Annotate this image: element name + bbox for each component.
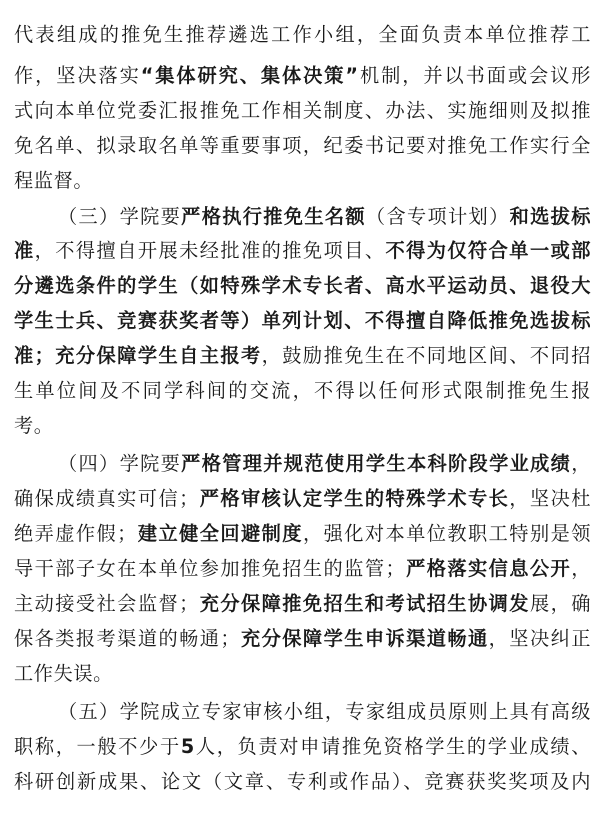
paragraph-3-line-7: 工作失误。 (14, 662, 113, 685)
bold-run: 充分保障学生申诉渠道畅通 (240, 627, 489, 650)
bold-run: 建立健全回避制度 (136, 522, 303, 545)
bold-run: 单列计划、不得擅自降低推免选拔标 (261, 309, 591, 332)
text-run: 保各类报考渠道的畅通； (14, 627, 241, 650)
text-run: 机制，并以书面或会议形 (358, 64, 591, 87)
paragraph-2-line-1 (58, 202, 591, 232)
bold-run: 5 (180, 735, 195, 758)
paragraph-3-line-4 (14, 554, 591, 584)
text-run: （四）学院要 (58, 452, 182, 475)
text-run: 作，坚决落实 (14, 64, 141, 87)
paragraph-1-line-5: 程监督。 (14, 169, 94, 192)
text-run: （含专项计划） (365, 205, 510, 228)
text-run: ，坚决纠正 (488, 627, 592, 650)
bold-run: 和选拔标 (509, 205, 591, 228)
paragraph-2-line-3 (14, 271, 591, 301)
bold-run: 分遴选条件的学生（如特殊学术专长者、高水平运动员、退役大 (14, 274, 591, 297)
paragraph-1-line-1: 代表组成的推免生推荐遴选工作小组，全面负责本单位推荐工 (14, 23, 591, 46)
paragraph-1-line-3: 式向本单位党委汇报推免工作相关制度、办法、实施细则及拟推 (14, 99, 591, 122)
paragraph-2-line-5 (14, 341, 591, 371)
paragraph-2-line-2 (14, 236, 591, 266)
paragraph-1-line-2 (14, 61, 591, 91)
bold-run: 严格管理并规范使用学生本科阶段学业成绩 (181, 452, 572, 475)
paragraph-3-line-2 (14, 484, 591, 514)
text-run: ，不得擅自开展未经批准的推免项目、 (34, 239, 386, 262)
text-run: ，坚决杜 (509, 487, 591, 510)
bold-run: 充分保障推免招生和考试招生协调发 (198, 592, 530, 615)
text-run: ， (571, 452, 591, 475)
text-run: ，强化对本单位教职工特别是领 (302, 522, 591, 545)
text-run: 确保成绩真实可信； (14, 487, 199, 510)
bold-run: 严格落实信息公开 (405, 557, 572, 580)
bold-run: 严格审核认定学生的特殊学术专长 (198, 487, 510, 510)
bold-run: 准；充分保障学生自主报考 (14, 344, 262, 367)
text-run: 绝弄虚作假； (14, 522, 137, 545)
bold-run: 准 (14, 239, 35, 262)
bold-run: 不得为仅符合单一或部 (385, 239, 592, 262)
paragraph-3-line-6 (14, 624, 591, 654)
paragraph-4-line-1: （五）学院成立专家审核小组，专家组成员原则上具有高级 (58, 700, 591, 723)
paragraph-4-line-3: 科研创新成果、论文（文章、专利或作品）、竞赛获奖奖项及内 (14, 770, 591, 793)
text-run: 主动接受社会监督； (14, 592, 199, 615)
bold-run: 严格执行推免生名额 (181, 205, 366, 228)
paragraph-2-line-4 (14, 306, 591, 336)
text-run: 职称，一般不少于 (14, 735, 181, 758)
text-run: 人，负责对申请推免资格学生的学业成绩、 (194, 735, 591, 758)
paragraph-1-line-4: 免名单、拟录取名单等重要事项，纪委书记要对推免工作实行全 (14, 134, 591, 157)
text-run: 展，确 (529, 592, 591, 615)
paragraph-3-line-5 (14, 589, 591, 619)
paragraph-3-line-1 (58, 449, 591, 479)
paragraph-2-line-6: 生单位间及不同学科间的交流，不得以任何形式限制推免生报 (14, 379, 591, 402)
bold-run: 学生士兵、竞赛获奖者等） (14, 309, 262, 332)
text-run: ，鼓励推免生在不同地区间、不同招 (261, 344, 591, 367)
paragraph-3-line-3 (14, 519, 591, 549)
paragraph-4-line-2 (14, 732, 591, 762)
paragraph-2-line-7: 考。 (14, 414, 54, 437)
text-run: 导干部子女在本单位参加推免招生的监管； (14, 557, 406, 580)
bold-run: “集体研究、集体决策” (140, 64, 359, 87)
text-run: （三）学院要 (58, 205, 182, 228)
text-run: ， (571, 557, 591, 580)
